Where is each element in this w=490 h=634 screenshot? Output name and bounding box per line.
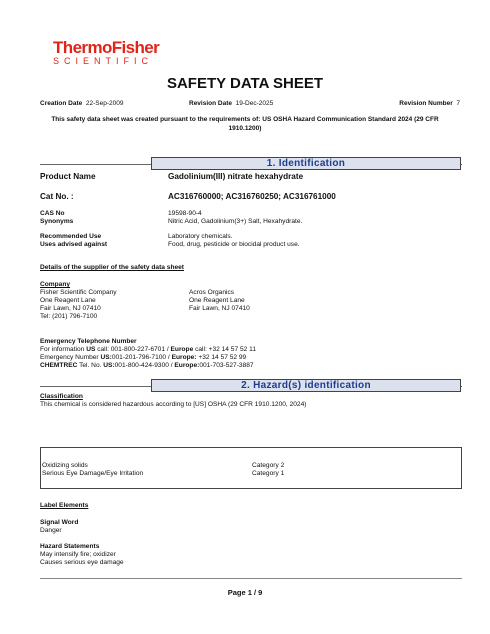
- em1-us: call: 001-800-227-6701 /: [95, 346, 171, 353]
- em1-eu-label: Europe: [170, 346, 194, 353]
- recommended-use-value: Laboratory chemicals.: [168, 233, 233, 240]
- company-1-address: [40, 289, 117, 321]
- hazard-statements-label: Hazard Statements: [40, 543, 100, 550]
- em3-mid: Tel. No.: [77, 362, 104, 369]
- em2-us: 001-201-796-7100 /: [111, 354, 172, 361]
- company-2-line: Acros Organics: [189, 289, 235, 296]
- brand-logo: ThermoFisher: [53, 38, 160, 57]
- hazard-statement: May intensify fire; oxidizer: [40, 551, 116, 558]
- hazard-name: Serious Eye Damage/Eye Irritation: [42, 470, 144, 477]
- synonyms-label: Synonyms: [40, 218, 74, 225]
- revision-date-value: 19-Dec-2025: [235, 100, 274, 107]
- emergency-line-1: [40, 346, 256, 353]
- revision-date-label: Revision Date: [189, 100, 232, 107]
- page-number: Page 1 / 9: [227, 588, 263, 597]
- uses-advised-against-value: Food, drug, pesticide or biocidal product use.: [168, 241, 300, 248]
- creation-date-value: 22-Sep-2009: [85, 100, 124, 107]
- section-2-title: 2. Hazard(s) identification: [151, 379, 461, 392]
- section-1-title: 1. Identification: [151, 157, 461, 170]
- label-elements-heading: Label Elements: [40, 502, 89, 509]
- company-2-line: Fair Lawn, NJ 07410: [189, 305, 250, 312]
- product-name-label: Product Name: [40, 172, 96, 181]
- hazard-name: Oxidizing solids: [42, 462, 88, 469]
- hazard-category: Category 1: [252, 470, 285, 477]
- company-1-line: Tel: (201) 796-7100: [40, 313, 98, 320]
- hazard-category: Category 2: [252, 462, 285, 469]
- footer-rule: [40, 578, 462, 579]
- company-heading: Company: [40, 281, 71, 288]
- product-name-value: Gadolinium(III) nitrate hexahydrate: [168, 172, 304, 181]
- emergency-line-2: [40, 354, 246, 361]
- recommended-use-label: Recommended Use: [40, 233, 102, 240]
- em2-us-label: US:: [100, 354, 112, 361]
- cas-value: 19598-90-4: [168, 210, 202, 217]
- revision-number-label: Revision Number: [399, 100, 453, 107]
- company-2-address: [189, 289, 250, 313]
- classification-text: This chemical is considered hazardous according to [US] OSHA (29 CFR 1910.1200, 2024): [40, 401, 307, 408]
- creation-date: [40, 100, 123, 107]
- hazard-statement: Causes serious eye damage: [40, 559, 124, 566]
- em3-us: 001-800-424-9300 /: [114, 362, 175, 369]
- em3-us-label: US:: [103, 362, 115, 369]
- revision-number: [399, 100, 460, 107]
- em1-eu: call: +32 14 57 52 11: [193, 346, 256, 353]
- em3-eu-label: Europe:: [174, 362, 200, 369]
- hazard-classification-table: [40, 447, 462, 489]
- em3-label: CHEMTREC: [40, 362, 78, 369]
- emergency-line-3: [40, 362, 254, 369]
- classification-heading: Classification: [40, 393, 83, 400]
- em1-us-label: US: [86, 346, 96, 353]
- cas-label: CAS No: [40, 210, 65, 217]
- supplier-heading: Details of the supplier of the safety data sheet: [40, 264, 184, 271]
- company-1-line: Fair Lawn, NJ 07410: [40, 305, 101, 312]
- em1-pre: For information: [40, 346, 87, 353]
- em2-pre: Emergency Number: [40, 354, 101, 361]
- cat-no-value: AC316760000; AC316760250; AC316761000: [168, 192, 336, 201]
- brand-subtitle: SCIENTIFIC: [53, 56, 154, 66]
- em3-eu: 001-703-527-3887: [199, 362, 254, 369]
- synonyms-value: Nitric Acid, Gadolinium(3+) Salt, Hexahydrate.: [168, 218, 303, 225]
- revision-date: [189, 100, 273, 107]
- uses-advised-against-label: Uses advised against: [40, 241, 108, 248]
- company-2-line: One Reagent Lane: [189, 297, 245, 304]
- signal-word-label: Signal Word: [40, 519, 79, 526]
- preamble: This safety data sheet was created pursuant to the requirements of: US OSHA Hazard Communication Standard 2024 (29 CFR 1910.1200): [51, 116, 439, 132]
- company-1-line: One Reagent Lane: [40, 297, 96, 304]
- cat-no-label: Cat No. :: [40, 192, 74, 201]
- revision-number-value: 7: [456, 100, 460, 107]
- signal-word-value: Danger: [40, 527, 62, 534]
- page-title: SAFETY DATA SHEET: [166, 75, 324, 92]
- company-1-line: Fisher Scientific Company: [40, 289, 117, 296]
- creation-date-label: Creation Date: [40, 100, 83, 107]
- em2-eu-label: Europe:: [171, 354, 197, 361]
- em2-eu: +32 14 57 52 99: [196, 354, 247, 361]
- emergency-heading: Emergency Telephone Number: [40, 338, 137, 345]
